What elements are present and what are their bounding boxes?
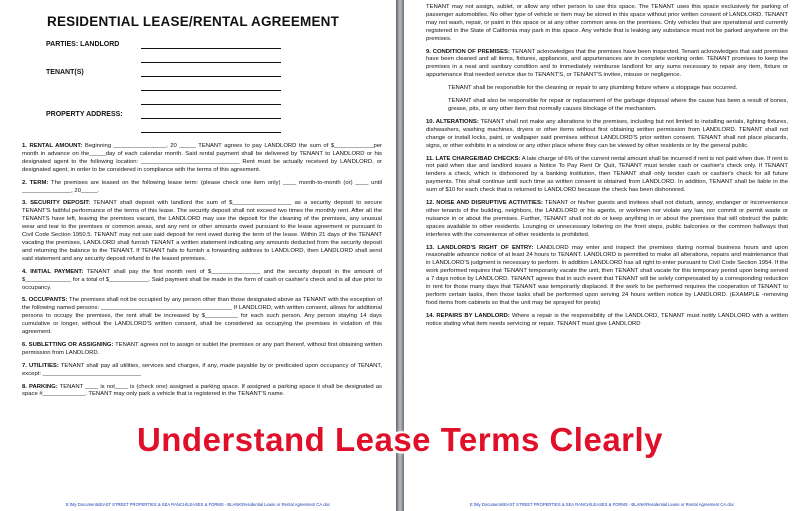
clause-heading: 3. SECURITY DEPOSIT:	[22, 200, 91, 207]
landlord-line	[141, 39, 281, 49]
clause	[426, 85, 788, 93]
tenants-row	[46, 67, 382, 109]
clause-text: A late charge of 6% of the current rental amount shall be incurred if rent is not paid when due. If rent is not paid when due and landlord issues a Notice To Pay Rent Or Quit, TENANT must tender cash or cashier's check only. If TENANT tenders a check, which is dishonored by a banking institution, then TENANT shall only tender cash or cashier's check for all future payments. This shall continue until such time as written consent is obtained from LANDLORD. In addition, TENANT shall be liable in the sum of $10 for each check that is returned to LANDLORD because the check has been dishonored.	[426, 155, 789, 194]
clause	[426, 245, 788, 308]
clause-heading: 12. NOISE AND DISRUPTIVE ACTIVITIES:	[426, 200, 543, 207]
clause-heading: 7. UTILITIES:	[22, 362, 59, 369]
property-line-2	[141, 123, 281, 133]
clause-text: TENANT may not assign, sublet, or allow any other person to use this space. The TENANT uses this space exclusively for parking of passenger automobiles. No other type of vehicle or item may be stored in this space without prior written consent of LANDLORD. TENANT may not wash, repair, or paint in this space or at any other common area on the premises. Only vehicles that are operational and currently registered in the State of California may park in this space. Any vehicle that is leaking any substance must not be parked anywhere on the premises.	[426, 4, 788, 42]
clause-heading: 11. LATE CHARGE/BAD CHECKS:	[426, 155, 521, 162]
clause	[426, 119, 788, 151]
clause-heading: 1. RENTAL AMOUNT:	[22, 143, 83, 149]
document-title: RESIDENTIAL LEASE/RENTAL AGREEMENT	[47, 14, 340, 29]
clause-heading: 14. REPAIRS BY LANDLORD:	[426, 312, 510, 319]
clause	[22, 363, 382, 379]
landlord-label: PARTIES: LANDLORD	[46, 41, 120, 48]
clause	[22, 269, 382, 293]
landlord-line-2	[141, 53, 281, 63]
clause-text: TENANT shall also be responsible for repair or replacement of the garbage disposal where the cause has been a result of bones, grease, pits, or any other item that normally causes blockage of the mechanism.	[448, 98, 788, 112]
property-label: PROPERTY ADDRESS:	[46, 111, 123, 118]
clause	[22, 342, 382, 358]
clause	[22, 143, 382, 175]
clause-heading: 9. CONDITION OF PREMISES:	[426, 48, 510, 55]
clause	[22, 297, 382, 337]
clause-heading: 5. OCCUPANTS:	[22, 297, 68, 304]
clause-text: TENANT shall deposit with landlord the sum of $__________________ as a security deposit to secure TENANT'S faithful performance of the terms of this lease. The security deposit shall not exceed two times the monthly rent. After all the TENANTS have left, leaving the premises vacant, the LANDLORD may use the deposit for the cleaning of the premises, any unusual wear and tear to the premises or common areas, and any rent or other amounts owed pursuant to the lease agreement or pursuant to Civil Code Section 1950.5. TENANT may not use said deposit for rent owed during the term of the lease. Within 21 days of the TENANT vacating the premises, LANDLORD shall furnish TENANT a written statement indicating any amounts deducted from the security deposit and returning the balance to the TENANT. If TENANT fails to furnish a forwarding address to LANDLORD, then LANDLORD shall send said statement and any security deposit refund to the leased premises.	[22, 200, 382, 262]
overlay-caption: Understand Lease Terms Clearly	[136, 421, 664, 458]
clause	[426, 49, 788, 81]
tenant-line-3	[141, 95, 281, 105]
left-clauses	[22, 143, 382, 399]
clause	[426, 313, 788, 329]
clause	[426, 4, 788, 44]
tenant-line	[141, 67, 281, 77]
clause-text: TENANT agrees not to assign or sublet the premises or any part thereof, without first obtaining written permission from LANDLORD.	[22, 341, 382, 356]
clause	[22, 180, 382, 196]
tenants-label: TENANT(S)	[46, 69, 84, 76]
clause-text: TENANT shall pay all utilities, services and charges, if any, made payable by or predicated upon occupancy of TENANT, except: ______________________________	[22, 362, 383, 377]
clause-text: TENANT shall not make any alterations to the premises, including but not limited to installing aerials, lighting fixtures, dishwashers, washing machines, dryers or other items without first obtaining written permission from LANDLORD. TENANT shall not change or install locks, paint, or wallpaper said premises without LANDLORD'S prior written consent. TENANT shall not place placards, signs, or other exhibits in a window or any other place where they can be viewed by other residents or by the general public.	[426, 118, 788, 149]
clause-text: TENANT acknowledges that the premises have been inspected. Tenant acknowledges that said premises have been cleaned and all items, fixtures, appliances, and appurtenances are in complete working order. TENANT promises to keep the premises in a neat and sanitary condition and to immediately reimburse landlord for any sums necessary to repair any item, fixture or appurtenance that needed service due to TENANT'S, or TENANT'S invitee, misuse or negligence.	[426, 48, 788, 79]
clause-heading: 8. PARKING:	[22, 383, 58, 390]
clause-heading: 10. ALTERATIONS:	[426, 118, 479, 125]
right-clauses	[426, 4, 788, 329]
clause-text: TENANT or his/her guests and invitees shall not disturb, annoy, endanger or inconvenience other tenants of the building, neighbors, the LANDLORD or his agents, or workmen nor violate any law, nor commit or permit waste or nuisance in or about the premises. Further, TENANT shall not do or keep anything in or about the premises that will obstruct the public spaces available to other residents. Lounging or unnecessary loitering on the front steps, public balconies or the common hallways that interferes with the convenience of other residents is prohibited.	[426, 200, 788, 238]
clause	[22, 384, 382, 400]
clause	[426, 200, 788, 240]
clause-text: TENANT shall be responsible for the cleaning or repair to any plumbing fixture where a stoppage has occurred.	[448, 85, 738, 92]
clause-text: TENANT shall pay the first month rent of $_______________ and the security deposit in the amount of $______________ for a total of $____________. Said payment shall be made in the form of cash or cashier's check and is all due prior to occupancy.	[22, 268, 382, 291]
clause-heading: 6. SUBLETTING OR ASSIGNING:	[22, 341, 114, 348]
clause-text: Where a repair is the responsibility of the LANDLORD, TENANT must notify LANDLORD with a written notice stating what item needs servicing or repair. TENANT must give LANDLORD	[426, 312, 788, 327]
clause-heading: 13. LANDLORD'S RIGHT OF ENTRY:	[426, 244, 534, 251]
page-footer: E:\My Documents\EAST STREET PROPERTIES & SEA RANCH\LEASES & FORMS - BLANK\Residential Lease or Rental Agreement CA.doc	[65, 502, 331, 507]
tenant-line-2	[141, 81, 281, 91]
clause	[426, 98, 788, 114]
clause	[426, 156, 788, 196]
clause-text: The premises are leased on the following lease term: (please check one item only) ____ month-to-month (or) ____ until _______________, 20_____.	[22, 179, 382, 194]
property-line	[141, 109, 281, 119]
page-footer-2: E:\My Documents\EAST STREET PROPERTIES & SEA RANCH\LEASES & FORMS - BLANK\Residential Lease or Rental Agreement CA.doc	[469, 502, 735, 507]
clause-text: Beginning ________________, 20 _____ TENANT agrees to pay LANDLORD the sum of $____________per month in advance on the_____day of each calendar month. Said rental payment shall be delivered by TENANT to LANDLORD or his designated agent to the following location: ______________________________ Rent must be actually received by LANDLORD, or designated agent, in order to be considered in compliance with the terms of this agreement.	[22, 143, 383, 173]
clause-text: LANDLORD may enter and inspect the premises during normal business hours and upon reasonable advance notice of at least 24 hours to TENANT. LANDLORD is permitted to make all alterations, repairs and maintenance that in LANDLORD'S judgment is necessary to perform. In addition LANDLORD has all right to enter pursuant to Civil Code Section 1954. If the work performed requires that TENANT temporarily vacate the unit, then TENANT shall vacate for this temporary period upon being served a 7 days notice by LANDLORD. TENANT agrees that in such event that TENANT will be solely compensated by a corresponding reduction in rent for those many days that TENANT was temporarily displaced. If the work to be performed requires the cooperation of TENANT to perform certain tasks, then those tasks shall be performed upon serving 24 hours written notice by LANDLORD. (EXAMPLE -removing food items from cabinets so that the unit may be sprayed for pests)	[426, 244, 788, 306]
landlord-row	[46, 39, 382, 67]
clause-heading: 4. INITIAL PAYMENT:	[22, 268, 84, 275]
clause	[22, 200, 382, 263]
clause-text: TENANT ____ is not____ is (check one) assigned a parking space. If assigned a parking space it shall be designated as space #_____________. TENANT may only park a vehicle that is registered in the TENANT'S name.	[22, 383, 382, 398]
property-row	[46, 109, 382, 137]
clause-text: The premises shall not be occupied by any person other than those designated above as TENANT with the exception of the following named persons: ________________________________________ If LANDLORD, with written consent, allows for additional persons to occupy the premises, the rent shall be increased by $__________ for each such person. Any person staying 14 days cumulative or longer, without the LANDLORD'S written consent, shall be considered as occupying the premises in violation of this agreement.	[22, 297, 382, 336]
clause-heading: 2. TERM:	[22, 179, 49, 186]
